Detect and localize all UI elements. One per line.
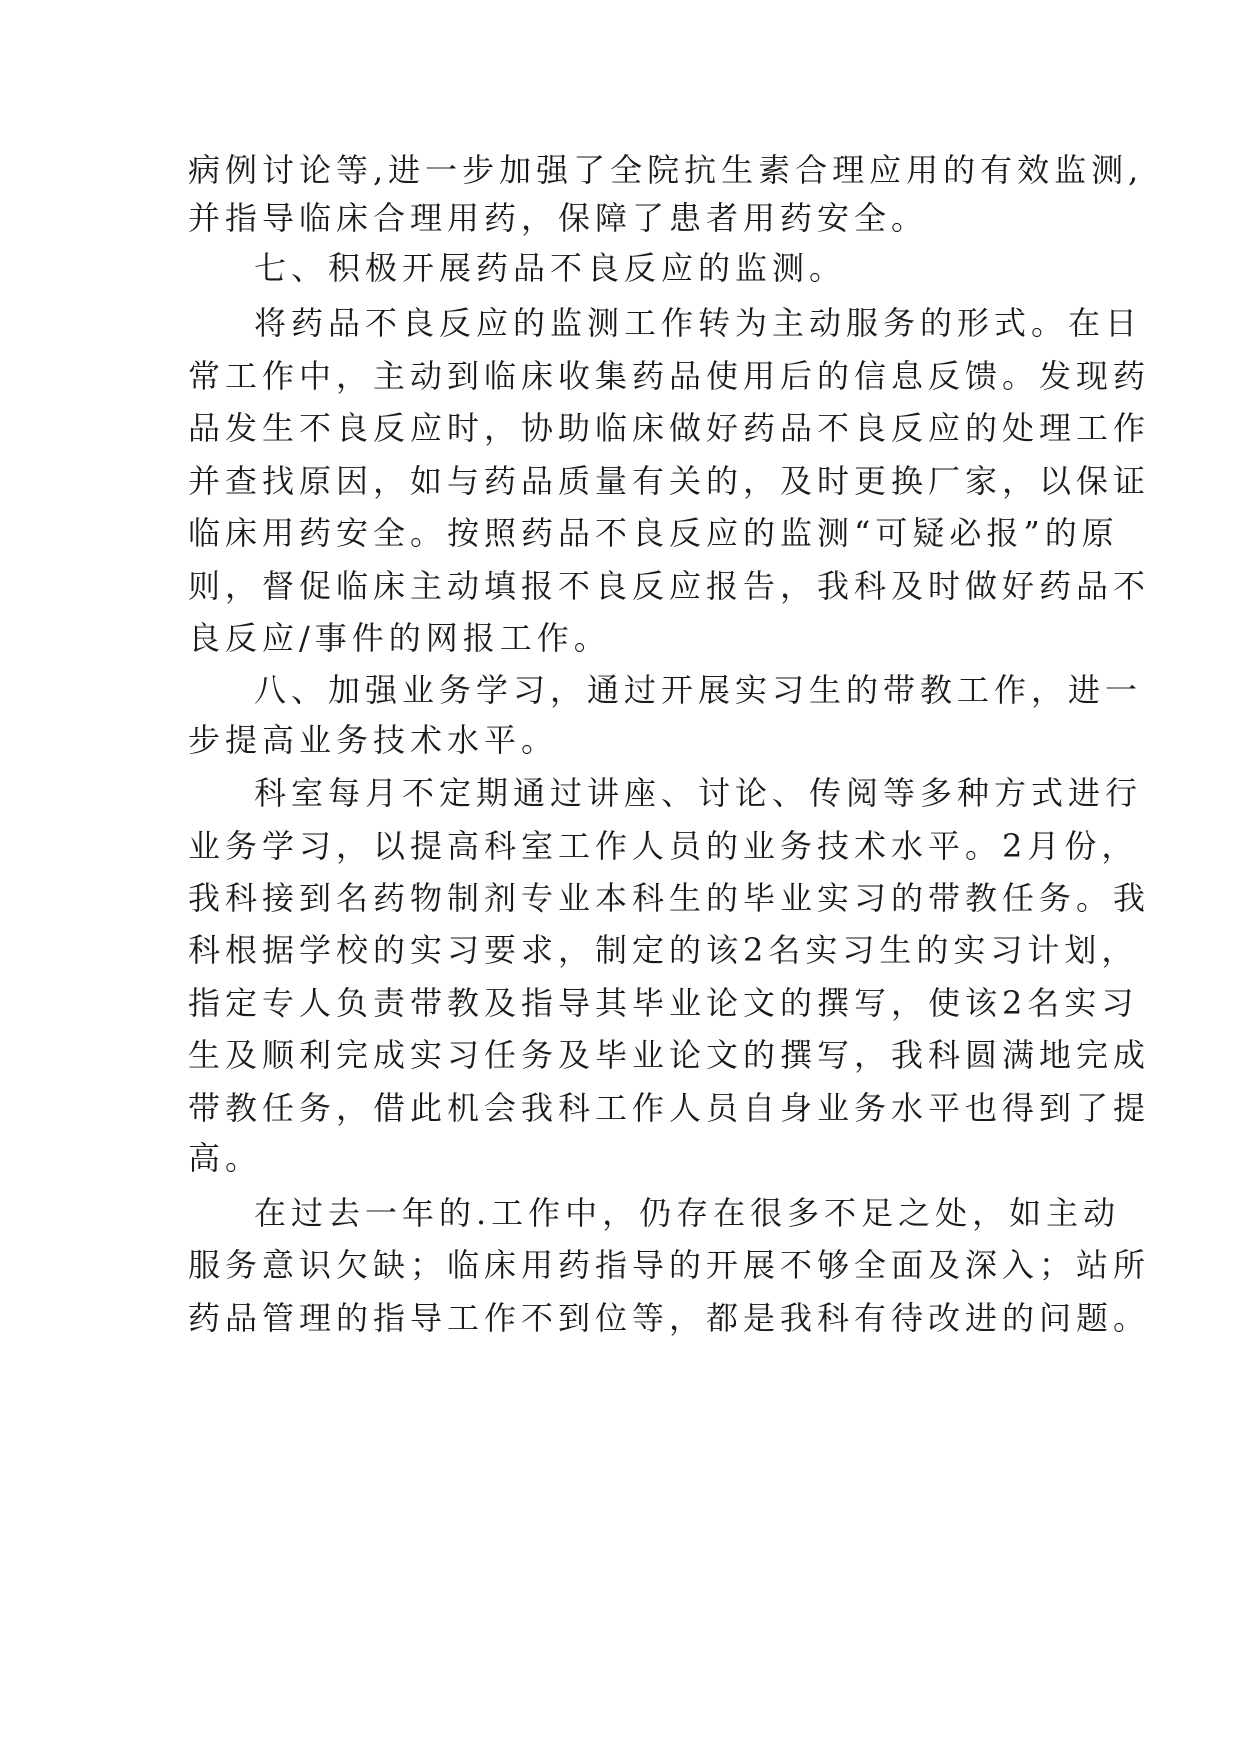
text-line: 并查找原因，如与药品质量有关的，及时更换厂家，以保证 <box>188 462 1151 500</box>
text-line: 科室每月不定期通过讲座、讨论、传阅等多种方式进行 <box>254 774 1143 812</box>
text-line: 业务学习，以提高科室工作人员的业务技术水平。2月份， <box>188 827 1139 865</box>
text-line: 在过去一年的.工作中，仍存在很多不足之处，如主动 <box>254 1194 1121 1232</box>
text-line: 带教任务，借此机会我科工作人员自身业务水平也得到了提 <box>188 1089 1151 1127</box>
text-line: 常工作中，主动到临床收集药品使用后的信息反馈。发现药 <box>188 357 1151 395</box>
text-line: 我科接到名药物制剂专业本科生的毕业实习的带教任务。我 <box>188 879 1151 917</box>
text-line: 生及顺利完成实习任务及毕业论文的撰写，我科圆满地完成 <box>188 1036 1151 1074</box>
text-line: 品发生不良反应时，协助临床做好药品不良反应的处理工作 <box>188 409 1151 447</box>
text-line: 指定专人负责带教及指导其毕业论文的撰写，使该2名实习 <box>188 984 1139 1022</box>
section-heading: 步提高业务技术水平。 <box>188 721 559 759</box>
text-line: 临床用药安全。按照药品不良反应的监测“可疑必报”的原 <box>188 514 1119 552</box>
text-line: 科根据学校的实习要求，制定的该2名实习生的实习计划， <box>188 931 1139 969</box>
section-heading: 七、积极开展药品不良反应的监测。 <box>254 249 847 287</box>
text-line: 服务意识欠缺；临床用药指导的开展不够全面及深入；站所 <box>188 1246 1151 1284</box>
section-heading: 八、加强业务学习，通过开展实习生的带教工作，进一 <box>254 671 1143 709</box>
text-line: 病例讨论等,进一步加强了全院抗生素合理应用的有效监测, <box>188 151 1144 189</box>
text-line: 并指导临床合理用药，保障了患者用药安全。 <box>188 199 929 237</box>
text-line: 高。 <box>188 1139 263 1177</box>
text-line: 则，督促临床主动填报不良反应报告，我科及时做好药品不 <box>188 567 1151 605</box>
text-line: 将药品不良反应的监测工作转为主动服务的形式。在日 <box>254 304 1143 342</box>
text-line: 药品管理的指导工作不到位等，都是我科有待改进的问题。 <box>188 1299 1151 1337</box>
text-line: 良反应/事件的网报工作。 <box>188 619 611 657</box>
